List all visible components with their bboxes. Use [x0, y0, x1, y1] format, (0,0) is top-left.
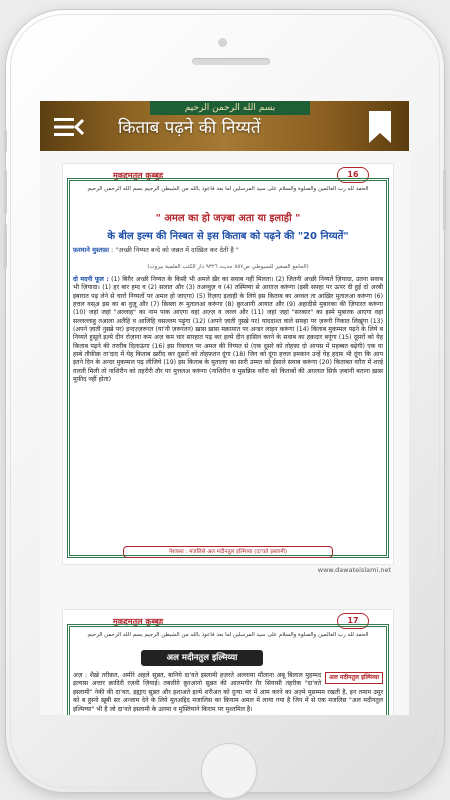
hadith-reference: (الجامع الصغير للسيوطي ص٥٥٧ حديث ٩٣٢٦ دار الكتب العلمية بيروت): [147, 264, 309, 270]
book-page-17: [62, 609, 394, 715]
section-heading: के बील इल्म की निस्बत से इस किताब को पढ़ने की "20 निय्यतें": [107, 231, 349, 242]
website-url: www.dawateislami.net: [317, 566, 391, 574]
volume-up-button: [4, 170, 7, 214]
app-header: [40, 101, 409, 151]
page-body: [73, 276, 383, 384]
body-text: अज़ : शैख़े तरीक़त, अमीरे अहले सुन्नत, बानिये दा'वते इस्लामी हज़रते अल्लामा मौलाना अबू बिलाल मुहम्मद इल्यास अत्तार क़ादिरी रज़वी ज़ियाई। तबलीग़े क़ुरआनो सुन्नत की आलमगीर ग़ैर सियासी तहरीक "दा'वते इस्लामी" नेकी की दा'वत, इह्याए सुन्नत और इशाअते इल्मे शरीअत को दुन्या भर में आम करने का अज़्मे मुसम्मम रखती है, इन तमाम उमूर को ब हुस्नो ख़ूबी सर अन्जाम देने के लिये मुतअद्दिद मजालिस का क़ियाम अमल में लाया गया है जिन में से एक मजलिस "अल मदीनतुल इल्मिय्या" भी है जो दा'वते इस्लामी के उलमा व मुफ़्तियाने किराम पर मुश्तमिल है।: [73, 672, 383, 713]
app-screen: [40, 101, 409, 715]
power-button: [443, 170, 446, 230]
page-number: 16: [337, 167, 369, 183]
arabic-opening: الحمد لله رب العالمين والصلوة والسلام على سيد المرسلين اما بعد فاعوذ بالله من الشيطن الرجيم بسم الله الرحمن الرحيم: [87, 186, 369, 192]
hadith-text: "अच्छी निय्यत बन्दे को जन्नत में दाख़िल कर देती है ": [115, 246, 239, 254]
hadith-line: फ़रमाने मुस्तफ़ा : "अच्छी निय्यत बन्दे को जन्नत में दाख़िल कर देती है ": [73, 246, 239, 254]
home-button[interactable]: [201, 743, 257, 799]
back-menu-icon[interactable]: [54, 117, 84, 137]
hadith-label: फ़रमाने मुस्तफ़ा: [73, 246, 109, 254]
page-header-title: मुक़द्दमतुल क़ुब्बुह: [113, 171, 164, 180]
page-header-title: मुक़द्दमतुल क़ुब्बुह: [113, 617, 164, 626]
intro-text: (1) बिग़ैर अच्छी निय्यत के किसी भी अमले ख़ैर का सवाब नहीं मिलता। (2) जितनी अच्छी निय्यतें ज़ियादा, उतना सवाब भी ज़ियादा।: [73, 276, 383, 292]
calligraphy-banner: بسم الله الرحمن الرحيم: [150, 101, 310, 115]
body-text: (1) हर बार हम्द व (2) सलात और (3) तअव्वुज़ व (4) तस्मिय्या से आग़ाज़ करूंगा (इसी सफ़्हा पर ऊपर दी हुई दो अरबी इबारात पढ़ लेने से चारों निय्यतों पर अमल हो जाएगा) (5) रिज़ाए इलाही के लिये इस किताब का अव्वल ता आख़िर मुतालआ करूंगा (6) हत्तल वस्अ इस का बा वुज़ू और (7) क़िब्ला रू मुतालआ करूंगा (8) क़ुरआनी आयात और (9) अहादीसे मुबारका की ज़ियारत करूंगा (10) जहां जहां "अल्लाह" का नाम पाक आएगा वहां अज़्ज़ व जल्ल और (11) जहां जहां "सरकार" का इस्मे मुबारक आएगा वहां सल्लल्लाहु तआला अलैहि व आलिहि वसल्लम पढ़ूंगा (12) (अपने ज़ाती नुस्ख़े पर) याददाश्त वाले सफ़्हा पर ज़रूरी निकात लिखूंगा (13) (अपने ज़ाती नुस्ख़े पर) इन्दज़्ज़रूरत (या'नी ज़रूरतन) ख़ास ख़ास मक़ामात पर अन्डर लाइन करूंगा (14) किताब मुकम्मल पढ़ने के लिये ब निय्यते हुसूले इल्मे दीन रोज़ाना कम अज़ कम चार सफ़्हात पढ़ कर इल्मे दीन हासिल करने के सवाब का हक़दार बनूंगा (15) दूसरों को येह किताब पढ़ने की तरग़ीब दिलाऊंगा (16) इस रिवायत पर अमल की निय्यत से (एक दूसरे को तोहफ़ा दो आपस में महब्बत बढ़ेगी) एक या हस्बे तौफ़ीक़ ता'दाद में येह किताब ख़रीद कर दूसरों को तोहफ़तन दूंगा (18) जिन को दूंगा हत्तल इमकान उन्हें येह हदफ़ भी दूंगा कि आप इतने दिन के अन्दर मुकम्मल पढ़ लीजिये (19) इस किताब के मुतालए का सारी उम्मत को ईसाले सवाब करूंगा (20) किताबत वग़ैरा में शरई ग़लती मिली तो नाशिरीन को तहरीरी तौर पर मुत्तलअ करूंगा (नाशिरीन व मुसन्निफ़ वग़ैरा को किताबों की अग़लात सिर्फ़ ज़बानी बताना ख़ास मुफ़ीद नहीं होता): [73, 284, 383, 384]
publisher-footer: पेशकश : मजलिसे अल मदीनतुल इल्मिय्या (दा'वते इस्लामी): [123, 546, 333, 558]
section-title-box: अल मदीनतुल इल्मिय्या: [141, 650, 263, 666]
book-viewer[interactable]: [40, 151, 409, 715]
book-page-16: [62, 163, 394, 574]
mute-switch: [4, 130, 7, 152]
page-title: किताब पढ़ने की निय्यतें: [118, 118, 261, 138]
intro-label: दो मदनी फूल :: [73, 276, 109, 283]
page-number: 17: [337, 613, 369, 629]
bookmark-icon[interactable]: [367, 111, 393, 143]
earpiece-speaker: [192, 58, 270, 65]
quote-title: " अमल का हो जज़्बा अता या इलाही ": [155, 213, 301, 224]
front-camera: [218, 38, 227, 47]
highlight-box: अल मदीनतुल इल्मिय्या: [325, 672, 383, 684]
page-body: [73, 672, 383, 714]
volume-down-button: [4, 224, 7, 268]
arabic-opening: الحمد لله رب العالمين والصلوة والسلام على سيد المرسلين اما بعد فاعوذ بالله من الشيطن الرجيم بسم الله الرحمن الرحيم: [87, 632, 369, 638]
